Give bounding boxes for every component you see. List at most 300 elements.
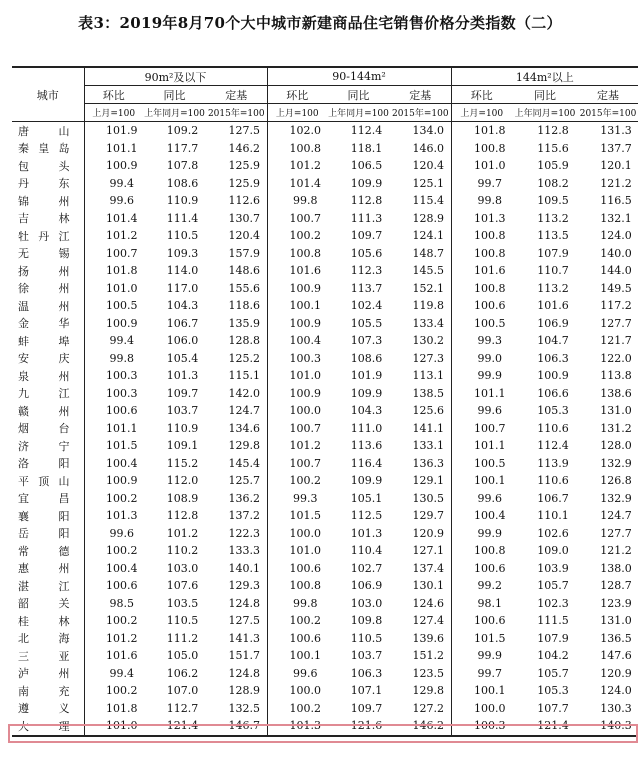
city-name: 泸州 [12, 665, 84, 683]
table-row [12, 700, 638, 718]
index-value: 103.5 [166, 596, 199, 610]
index-value: 101.4 [267, 175, 327, 193]
index-value: 130.1 [412, 579, 445, 593]
city-name: 徐州 [12, 280, 84, 298]
index-value: 100.9 [267, 315, 327, 333]
index-value: 103.0 [166, 561, 199, 575]
city-name: 常德 [12, 542, 84, 560]
city-name: 大理 [12, 717, 84, 736]
table-row [12, 332, 638, 350]
index-value: 109.0 [537, 544, 569, 558]
index-value: 106.3 [537, 351, 569, 365]
table-row [12, 140, 638, 158]
index-value: 132.5 [228, 701, 261, 715]
index-value: 101.6 [267, 262, 327, 280]
index-value: 111.5 [537, 614, 569, 628]
table-row [12, 490, 638, 508]
index-value: 100.9 [537, 369, 569, 383]
index-value: 139.6 [412, 631, 445, 645]
index-value: 128.8 [228, 334, 261, 348]
index-value: 100.1 [451, 472, 512, 490]
table-title: 表3：2019年8月70个大中城市新建商品住宅销售价格分类指数（二） [78, 14, 562, 32]
index-value: 110.6 [537, 474, 569, 488]
index-value: 101.0 [451, 157, 512, 175]
index-value: 110.9 [166, 194, 199, 208]
city-name: 吉林 [12, 210, 84, 228]
index-value: 131.0 [600, 614, 632, 628]
index-value: 101.8 [451, 122, 512, 140]
index-value: 100.4 [451, 507, 512, 525]
index-value: 106.2 [166, 666, 199, 680]
index-value: 112.8 [537, 124, 569, 138]
index-value: 100.0 [451, 700, 512, 718]
index-value: 108.6 [166, 176, 199, 190]
index-value: 129.8 [412, 684, 445, 698]
index-value: 136.3 [412, 456, 445, 470]
index-value: 100.0 [267, 525, 327, 543]
index-value: 110.5 [166, 229, 199, 243]
index-value: 100.6 [84, 577, 143, 595]
index-value: 118.1 [350, 141, 383, 155]
index-value: 109.7 [350, 701, 383, 715]
table-row [12, 122, 638, 140]
index-value: 100.9 [84, 315, 143, 333]
metric-header: 同比 [512, 86, 578, 104]
table-row [12, 577, 638, 595]
index-value: 100.2 [84, 542, 143, 560]
index-value: 115.2 [166, 456, 199, 470]
index-value: 115.4 [412, 194, 445, 208]
base-header: 上月=100 [84, 104, 143, 122]
index-value: 99.2 [451, 577, 512, 595]
index-value: 109.8 [350, 614, 383, 628]
index-value: 102.7 [350, 561, 383, 575]
index-value: 125.2 [228, 351, 261, 365]
city-name: 洛阳 [12, 455, 84, 473]
table-row [12, 612, 638, 630]
index-value: 99.3 [267, 490, 327, 508]
city-name: 蚌埠 [12, 332, 84, 350]
index-value: 120.1 [600, 159, 632, 173]
index-value: 101.0 [267, 367, 327, 385]
index-value: 138.0 [600, 561, 632, 575]
index-value: 101.0 [267, 542, 327, 560]
index-value: 100.8 [451, 245, 512, 263]
index-value: 101.3 [451, 210, 512, 228]
group-header-large: 144m²以上 [451, 67, 638, 86]
index-value: 100.3 [267, 350, 327, 368]
index-value: 102.0 [267, 122, 327, 140]
index-value: 115.6 [537, 141, 569, 155]
index-value: 112.3 [350, 264, 383, 278]
index-value: 110.4 [350, 544, 383, 558]
group-header-medium: 90-144m² [267, 67, 451, 86]
index-value: 102.4 [350, 299, 383, 313]
city-name: 三亚 [12, 647, 84, 665]
index-value: 109.7 [166, 386, 199, 400]
table-row [12, 402, 638, 420]
index-value: 137.7 [600, 141, 632, 155]
index-value: 99.0 [451, 350, 512, 368]
index-value: 100.2 [84, 612, 143, 630]
index-value: 100.2 [84, 490, 143, 508]
index-value: 116.5 [600, 194, 632, 208]
index-value: 101.6 [537, 299, 569, 313]
index-value: 109.7 [350, 229, 383, 243]
index-value: 107.9 [537, 246, 569, 260]
index-value: 125.1 [412, 176, 445, 190]
metric-header: 定基 [206, 86, 267, 104]
index-value: 108.9 [166, 491, 199, 505]
index-value: 100.6 [451, 560, 512, 578]
index-value: 100.4 [84, 560, 143, 578]
index-value: 121.2 [600, 176, 632, 190]
index-value: 128.0 [600, 439, 632, 453]
city-name: 烟台 [12, 420, 84, 438]
index-value: 100.6 [84, 402, 143, 420]
index-value: 144.0 [600, 264, 632, 278]
index-value: 112.5 [350, 509, 383, 523]
index-value: 113.1 [412, 369, 445, 383]
index-value: 112.6 [228, 194, 261, 208]
table-row [12, 437, 638, 455]
index-value: 103.9 [537, 561, 569, 575]
index-value: 107.1 [350, 684, 383, 698]
table-row [12, 630, 638, 648]
table-row [12, 682, 638, 700]
index-value: 142.0 [228, 386, 261, 400]
index-value: 110.6 [537, 421, 569, 435]
index-value: 99.8 [267, 595, 327, 613]
table-row [12, 542, 638, 560]
header-row-metrics [12, 86, 638, 104]
index-value: 105.6 [350, 246, 383, 260]
index-value: 111.3 [350, 211, 383, 225]
index-value: 100.0 [267, 682, 327, 700]
index-value: 113.9 [537, 456, 569, 470]
index-value: 146.2 [390, 717, 451, 736]
index-value: 105.4 [166, 351, 199, 365]
index-value: 125.9 [228, 159, 261, 173]
index-value: 108.6 [350, 351, 383, 365]
index-value: 100.0 [267, 402, 327, 420]
index-value: 130.2 [412, 334, 445, 348]
index-value: 99.7 [451, 665, 512, 683]
index-value: 109.2 [166, 124, 199, 138]
index-value: 100.5 [451, 315, 512, 333]
index-value: 101.3 [350, 526, 383, 540]
index-value: 101.5 [451, 630, 512, 648]
table-row [12, 175, 638, 193]
index-value: 132.9 [600, 491, 632, 505]
index-value: 123.9 [600, 596, 632, 610]
index-value: 103.0 [350, 596, 383, 610]
index-value: 101.3 [84, 507, 143, 525]
index-value: 110.5 [166, 614, 199, 628]
index-value: 100.1 [267, 297, 327, 315]
index-value: 129.3 [228, 579, 261, 593]
city-name: 牡丹江 [12, 227, 84, 245]
index-value: 101.8 [84, 262, 143, 280]
index-value: 102.3 [537, 596, 569, 610]
index-value: 146.7 [206, 717, 267, 736]
index-value: 129.7 [412, 509, 445, 523]
city-name: 秦皇岛 [12, 140, 84, 158]
index-value: 103.7 [166, 404, 199, 418]
table-row [12, 525, 638, 543]
metric-header: 定基 [390, 86, 451, 104]
index-value: 113.5 [537, 229, 569, 243]
index-value: 149.5 [600, 281, 632, 295]
index-value: 98.5 [84, 595, 143, 613]
index-value: 100.9 [267, 385, 327, 403]
index-value: 106.6 [537, 386, 569, 400]
index-value: 100.2 [84, 682, 143, 700]
index-value: 148.6 [228, 264, 261, 278]
index-value: 120.4 [228, 229, 261, 243]
index-value: 99.6 [451, 402, 512, 420]
index-value: 136.5 [600, 631, 632, 645]
index-value: 104.7 [537, 334, 569, 348]
index-value: 101.5 [84, 437, 143, 455]
index-value: 127.7 [600, 526, 632, 540]
table-row [12, 472, 638, 490]
index-value: 124.6 [412, 596, 445, 610]
index-value: 117.7 [166, 141, 199, 155]
index-value: 125.6 [412, 404, 445, 418]
index-value: 101.1 [84, 420, 143, 438]
index-value: 100.1 [451, 682, 512, 700]
index-value: 113.2 [537, 281, 569, 295]
index-value: 111.0 [350, 421, 383, 435]
index-value: 113.8 [600, 369, 632, 383]
city-name: 惠州 [12, 560, 84, 578]
metric-header: 环比 [267, 86, 327, 104]
index-value: 133.4 [412, 316, 445, 330]
index-value: 127.1 [412, 544, 445, 558]
index-value: 100.5 [451, 455, 512, 473]
table-row [12, 192, 638, 210]
index-value: 100.9 [84, 472, 143, 490]
index-value: 99.8 [84, 350, 143, 368]
index-value: 138.5 [412, 386, 445, 400]
city-name: 安庆 [12, 350, 84, 368]
index-value: 112.8 [166, 509, 199, 523]
index-value: 101.3 [267, 717, 327, 736]
metric-header: 环比 [451, 86, 512, 104]
base-header: 2015年=100 [206, 104, 267, 122]
index-value: 121.6 [327, 717, 390, 736]
index-value: 112.7 [166, 701, 199, 715]
index-value: 100.8 [267, 577, 327, 595]
index-value: 101.4 [84, 210, 143, 228]
table-row [12, 227, 638, 245]
index-value: 114.0 [166, 264, 199, 278]
index-value: 101.5 [267, 507, 327, 525]
table-row [12, 455, 638, 473]
base-header: 2015年=100 [390, 104, 451, 122]
index-value: 141.1 [412, 421, 445, 435]
index-value: 129.1 [412, 474, 445, 488]
index-value: 107.3 [350, 334, 383, 348]
metric-header: 同比 [327, 86, 390, 104]
index-value: 133.3 [228, 544, 261, 558]
index-value: 110.5 [350, 631, 383, 645]
index-value: 140.3 [578, 717, 638, 736]
table-row [12, 350, 638, 368]
city-name: 丹东 [12, 175, 84, 193]
index-value: 127.4 [412, 614, 445, 628]
table-row [12, 210, 638, 228]
index-value: 101.0 [84, 280, 143, 298]
index-value: 106.9 [537, 316, 569, 330]
highlight-box [8, 724, 638, 743]
index-value: 124.0 [600, 684, 632, 698]
city-name: 北海 [12, 630, 84, 648]
index-value: 106.5 [350, 159, 383, 173]
index-value: 104.3 [166, 299, 199, 313]
index-value: 110.7 [537, 264, 569, 278]
index-value: 124.8 [228, 666, 261, 680]
index-value: 100.2 [267, 227, 327, 245]
index-value: 99.6 [451, 490, 512, 508]
table-body [12, 122, 638, 736]
table-row [12, 420, 638, 438]
index-value: 99.4 [84, 175, 143, 193]
index-value: 100.6 [451, 612, 512, 630]
index-value: 112.0 [166, 474, 199, 488]
index-value: 145.5 [412, 264, 445, 278]
index-value: 100.7 [451, 420, 512, 438]
base-header: 上年同月=100 [143, 104, 206, 122]
index-value: 100.8 [267, 140, 327, 158]
index-value: 100.9 [267, 280, 327, 298]
index-value: 100.8 [451, 280, 512, 298]
index-value: 99.6 [84, 192, 143, 210]
table-row [12, 595, 638, 613]
index-value: 101.9 [350, 369, 383, 383]
index-value: 100.4 [267, 332, 327, 350]
index-value: 101.9 [84, 122, 143, 140]
index-value: 106.9 [350, 579, 383, 593]
index-value: 137.2 [228, 509, 261, 523]
city-name: 温州 [12, 297, 84, 315]
index-value: 111.2 [166, 631, 199, 645]
index-value: 122.0 [600, 351, 632, 365]
city-name: 赣州 [12, 402, 84, 420]
index-value: 99.4 [84, 332, 143, 350]
index-value: 100.8 [451, 140, 512, 158]
metric-header: 同比 [143, 86, 206, 104]
city-name: 扬州 [12, 262, 84, 280]
city-name: 泉州 [12, 367, 84, 385]
index-value: 100.8 [451, 542, 512, 560]
index-value: 134.0 [412, 124, 445, 138]
index-value: 133.1 [412, 439, 445, 453]
index-value: 99.4 [84, 665, 143, 683]
index-value: 105.7 [537, 579, 569, 593]
table-row [12, 245, 638, 263]
index-value: 138.6 [600, 386, 632, 400]
index-value: 130.3 [600, 701, 632, 715]
index-value: 100.9 [84, 157, 143, 175]
index-value: 127.5 [228, 124, 261, 138]
index-value: 100.6 [451, 297, 512, 315]
index-value: 100.7 [267, 455, 327, 473]
index-value: 99.8 [267, 192, 327, 210]
index-value: 100.7 [267, 420, 327, 438]
city-name: 宜昌 [12, 490, 84, 508]
city-name: 锦州 [12, 192, 84, 210]
index-value: 157.9 [228, 246, 261, 260]
index-value: 107.0 [166, 684, 199, 698]
city-name: 桂林 [12, 612, 84, 630]
index-value: 137.4 [412, 561, 445, 575]
index-value: 110.1 [537, 509, 569, 523]
index-value: 116.4 [350, 456, 383, 470]
group-header-small: 90m²及以下 [84, 67, 267, 86]
index-value: 131.3 [600, 124, 632, 138]
index-value: 109.9 [350, 176, 383, 190]
index-value: 121.4 [512, 717, 578, 736]
index-value: 117.2 [600, 299, 632, 313]
table-row [12, 157, 638, 175]
index-value: 110.2 [166, 544, 199, 558]
index-value: 100.7 [267, 210, 327, 228]
index-value: 100.2 [267, 700, 327, 718]
index-value: 101.3 [166, 369, 199, 383]
index-value: 124.7 [228, 404, 261, 418]
index-value: 107.9 [537, 631, 569, 645]
index-value: 117.0 [166, 281, 199, 295]
index-value: 109.1 [166, 439, 199, 453]
index-value: 151.2 [412, 649, 445, 663]
index-value: 105.1 [350, 491, 383, 505]
index-value: 111.4 [166, 211, 199, 225]
index-value: 109.9 [350, 474, 383, 488]
index-value: 124.8 [228, 596, 261, 610]
price-index-table [12, 66, 638, 737]
index-value: 98.1 [451, 595, 512, 613]
city-name: 包头 [12, 157, 84, 175]
index-value: 132.1 [600, 211, 632, 225]
price-index-table-container [12, 66, 638, 737]
base-header: 2015年=100 [578, 104, 638, 122]
index-value: 130.5 [412, 491, 445, 505]
index-value: 146.0 [412, 141, 445, 155]
index-value: 101.2 [84, 227, 143, 245]
city-name: 九江 [12, 385, 84, 403]
index-value: 106.3 [350, 666, 383, 680]
table-row [12, 665, 638, 683]
city-name: 平顶山 [12, 472, 84, 490]
index-value: 105.3 [537, 404, 569, 418]
index-value: 126.8 [600, 474, 632, 488]
index-value: 100.1 [267, 647, 327, 665]
metric-header: 定基 [578, 86, 638, 104]
index-value: 101.2 [84, 630, 143, 648]
index-value: 148.7 [412, 246, 445, 260]
index-value: 145.4 [228, 456, 261, 470]
city-name: 无锡 [12, 245, 84, 263]
index-value: 99.9 [451, 647, 512, 665]
index-value: 124.1 [412, 229, 445, 243]
index-value: 106.7 [166, 316, 199, 330]
table-row [12, 385, 638, 403]
table-row [12, 297, 638, 315]
index-value: 131.0 [600, 404, 632, 418]
index-value: 124.7 [600, 509, 632, 523]
